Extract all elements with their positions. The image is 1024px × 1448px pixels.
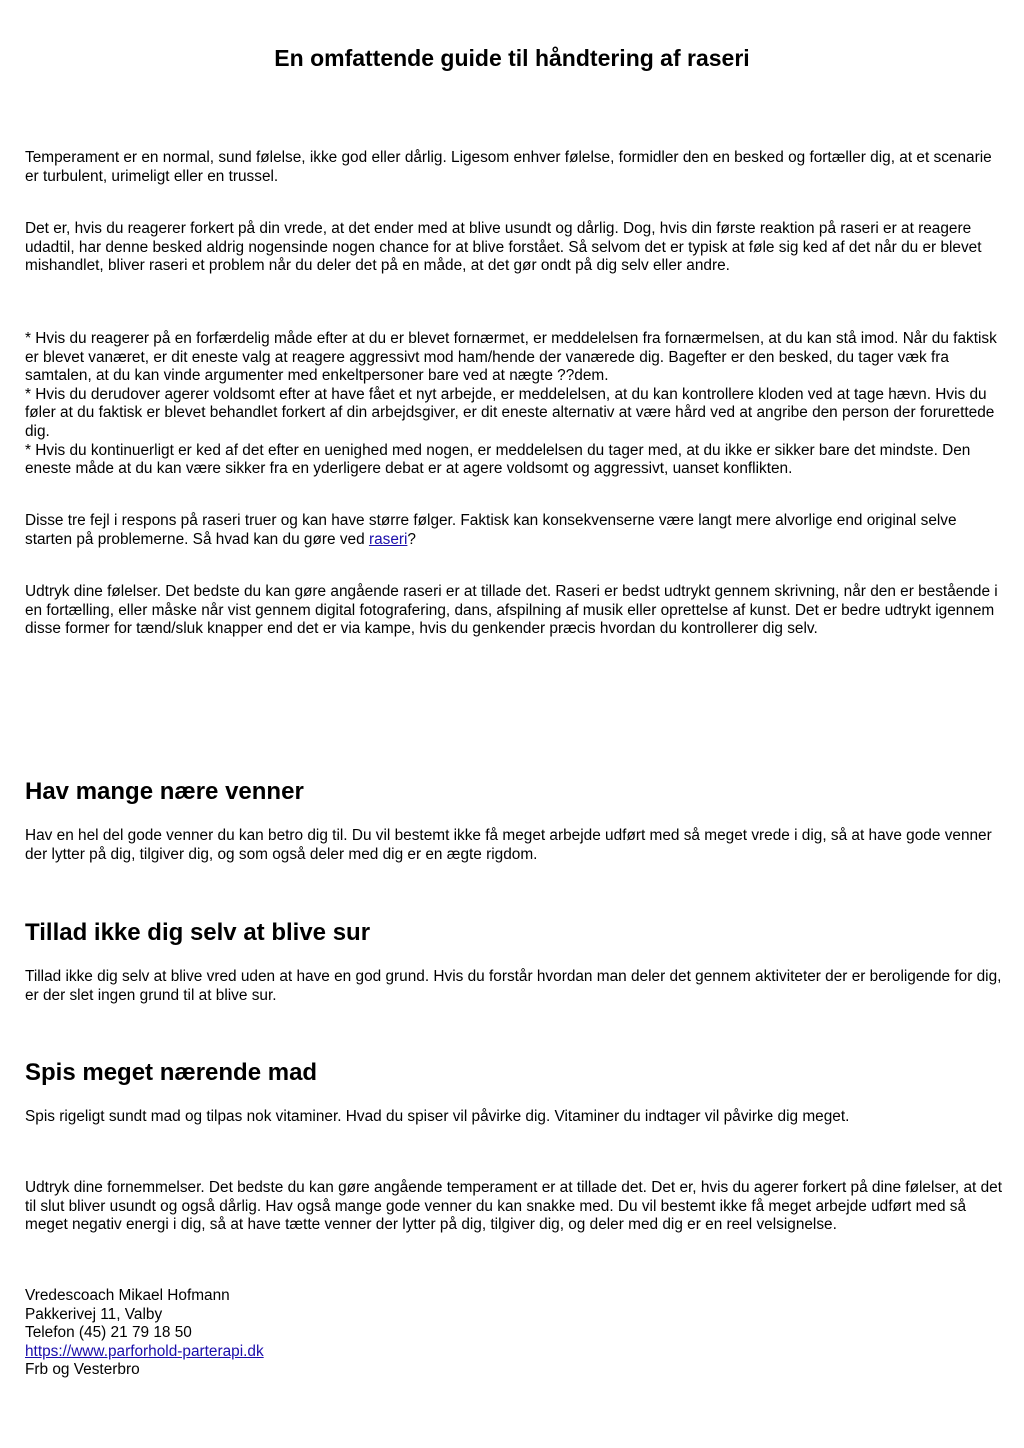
section-heading: Hav mange nære venner — [25, 778, 304, 805]
section-text: Hav en hel del gode venner du kan betro dig til. Du vil bestemt ikke få meget arbejde udført med så meget vrede i dig, så at have gode venner der lytter på dig, tilgiver dig, og som også deler med dig er en ægte rigdom. — [25, 827, 992, 863]
section-text: Spis rigeligt sundt mad og tilpas nok vitaminer. Hvad du spiser vil påvirke dig. Vitaminer du indtager vil påvirke dig meget. — [25, 1108, 850, 1125]
intro-paragraph-5: Udtryk dine følelser. Det bedste du kan gøre angående raseri er at tillade det. Raseri er bedst udtrykt gennem skrivning, når den er bestående i en fortælling, eller måske når vist gennem digital fotografering, dans, afspilning af musik eller oprettelse af kunst. Det er bedre udtrykt igennem disse former for tænd/sluk knapper end det er via kampe, hvis du genkender præcis hvordan du kontrollerer dig selv. — [25, 583, 998, 638]
website-link[interactable]: https://www.parforhold-parterapi.dk — [25, 1342, 264, 1360]
raseri-link[interactable]: raseri — [368, 530, 408, 548]
paragraph-text-end: ? — [407, 530, 416, 548]
intro-paragraph-1: Temperament er en normal, sund følelse, ikke god eller dårlig. Ligesom enhver følelse, formidler den en besked og fortæller dig, at et scenarie er turbulent, urimeligt eller en trussel. — [25, 149, 992, 185]
section-heading: Tillad ikke dig selv at blive sur — [25, 919, 371, 946]
bullet-item: * Hvis du reagerer på en forfærdelig måde efter at du er blevet fornærmet, er meddelelsen fra fornærmelsen, at du kan stå imod. Når du faktisk er blevet vanæret, er dit eneste valg at reagere aggressivt mod ham/hende der vanærede dig. Bagefter er den besked, du tager væk fra samtalen, at du kan vinde argumenter med enkeltpersoner bare ved at nægte ??dem. — [25, 330, 997, 385]
contact-phone: Telefon (45) 21 79 18 50 — [25, 1324, 192, 1342]
intro-paragraph-4 — [25, 512, 1005, 549]
bullet-list — [25, 330, 1005, 479]
closing-paragraph: Udtryk dine fornemmelser. Det bedste du kan gøre angående temperament er at tillade det. Det er, hvis du agerer forkert på dine følelser, at det til slut bliver usundt og også dårlig. Hav også mange gode venner du kan snakke med. Du vil bestemt ikke få meget arbejde udført med så meget negativ energi i dig, så at have tætte venner der lytter på dig, tilgiver dig, og deler med dig er en reel velsignelse. — [25, 1179, 1002, 1234]
section-heading: Spis meget nærende mad — [25, 1059, 318, 1086]
contact-area: Frb og Vesterbro — [25, 1361, 140, 1379]
intro-paragraph-2: Det er, hvis du reagerer forkert på din vrede, at det ender med at blive usundt og dårlig. Dog, hvis din første reaktion på raseri er at reagere udadtil, har denne besked aldrig nogensinde nogen chance for at blive forstået. Så selvom det er typisk at føle sig ked af det når du er blevet mishandlet, bliver raseri et problem når du deler det på en måde, at det gør ondt på dig selv eller andre. — [25, 220, 982, 275]
contact-block — [25, 1287, 1005, 1380]
section-text: Tillad ikke dig selv at blive vred uden at have en god grund. Hvis du forstår hvordan man deler det gennem aktiviteter der er beroligende for dig, er der slet ingen grund til at blive sur. — [25, 968, 1002, 1004]
contact-name: Vredescoach Mikael Hofmann — [25, 1287, 230, 1304]
bullet-item: * Hvis du derudover agerer voldsomt efter at have fået et nyt arbejde, er meddelelsen, at du kan kontrollere kloden ved at tage hævn. Hvis du føler at du faktisk er blevet behandlet forkert af din arbejdsgiver, er dit eneste alternativ at være hård ved at angribe den person der forurettede dig. — [25, 385, 995, 440]
bullet-item: * Hvis du kontinuerligt er ked af det efter en uenighed med nogen, er meddelelsen du tager med, at du ikke er sikker bare det mindste. Den eneste måde at du kan være sikker fra en yderligere debat er at agere voldsomt og aggressivt, uanset konflikten. — [25, 441, 971, 478]
paragraph-text: Disse tre fejl i respons på raseri truer og kan have større følger. Faktisk kan konsekvenserne være langt mere alvorlige end original selve starten på problemerne. Så hvad kan du gøre ved — [25, 512, 957, 548]
document-title: En omfattende guide til håndtering af raseri — [274, 45, 750, 71]
contact-address: Pakkerivej 11, Valby — [25, 1305, 163, 1323]
